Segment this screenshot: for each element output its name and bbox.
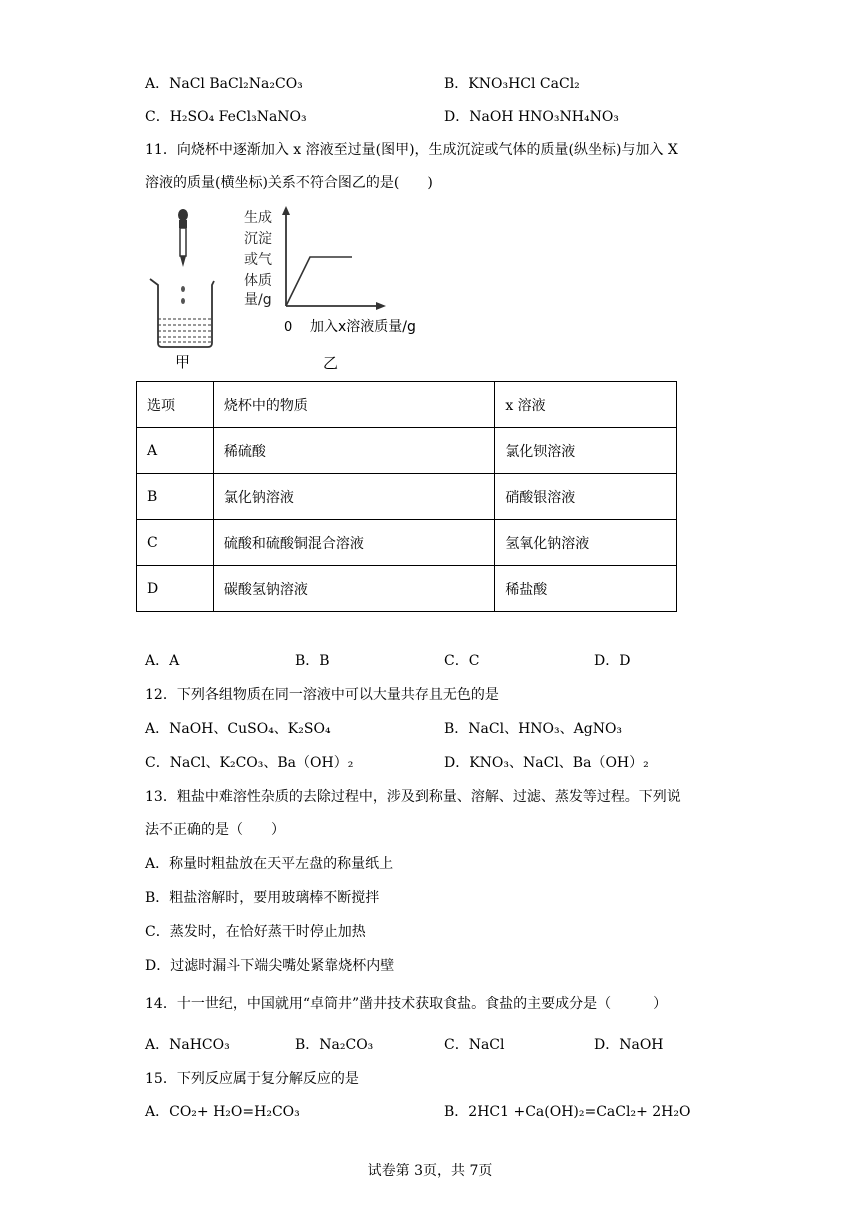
q15-stem: 15．下列反应属于复分解反应的是 [145, 1071, 359, 1087]
q11-stem-line1: 11．向烧杯中逐渐加入 x 溶液至过量(图甲)，生成沉淀或气体的质量(纵坐标)与加入 X [145, 142, 678, 158]
q14-option-c: C．NaCl [444, 1037, 505, 1053]
drop-icon [181, 286, 185, 292]
table-cell: B [137, 474, 214, 520]
figure-caption-right: 乙 [323, 354, 339, 372]
q13-option-b: B．粗盐溶解时，要用玻璃棒不断搅拌 [145, 890, 380, 906]
table-row [137, 474, 677, 520]
q11-option-c: C．C [444, 653, 480, 669]
q15-option-a: A．CO₂+ H₂O=H₂CO₃ [145, 1104, 300, 1120]
table-cell: 硝酸银溶液 [495, 474, 677, 520]
q13-stem-line1: 13．粗盐中难溶性杂质的去除过程中，涉及到称量、溶解、过滤、蒸发等过程。下列说 [145, 789, 681, 805]
q13-option-a: A．称量时粗盐放在天平左盘的称量纸上 [145, 856, 394, 872]
table-cell: D [137, 566, 214, 612]
q15-option-b: B．2HC1 +Ca(OH)₂=CaCl₂+ 2H₂O [444, 1104, 691, 1120]
q12-stem: 12．下列各组物质在同一溶液中可以大量共存且无色的是 [145, 687, 499, 703]
table-row [137, 566, 677, 612]
figure-caption-left: 甲 [175, 353, 191, 371]
table-cell: 氢氧化钠溶液 [495, 520, 677, 566]
table-header-row [137, 382, 677, 428]
table-cell: 氯化钡溶液 [495, 428, 677, 474]
table-cell: 氯化钠溶液 [213, 474, 494, 520]
q13-option-c: C．蒸发时，在恰好蒸干时停止加热 [145, 924, 366, 940]
q12-option-a: A．NaOH、CuSO₄、K₂SO₄ [145, 721, 331, 737]
table-cell: 硫酸和硫酸铜混合溶液 [213, 520, 494, 566]
table-cell: C [137, 520, 214, 566]
graph-x-label: 加入x溶液质量/g [310, 319, 416, 335]
q11-option-a: A．A [145, 653, 180, 669]
q13-stem-line2: 法不正确的是（ ） [145, 822, 285, 838]
q14-stem: 14．十一世纪，中国就用“卓筒井”凿井技术获取食盐。食盐的主要成分是（ ） [145, 996, 668, 1012]
table-cell: 稀硫酸 [213, 428, 494, 474]
q11-options-table [136, 381, 677, 612]
q12-option-c: C．NaCl、K₂CO₃、Ba（OH）₂ [145, 755, 354, 771]
q11-stem-line2: 溶液的质量(横坐标)关系不符合图乙的是( ) [145, 175, 433, 191]
q14-option-a: A．NaHCO₃ [145, 1037, 230, 1053]
table-header-cell: 烧杯中的物质 [213, 382, 494, 428]
dropper-icon [178, 209, 188, 267]
table-cell: 碳酸氢钠溶液 [213, 566, 494, 612]
svg-text:沉淀: 沉淀 [244, 231, 272, 247]
q11-option-d: D．D [594, 653, 631, 669]
q10-option-c: C．H₂SO₄ FeCl₃NaNO₃ [145, 109, 307, 125]
q10-option-d: D．NaOH HNO₃NH₄NO₃ [444, 109, 619, 125]
q10-option-b: B．KNO₃HCl CaCl₂ [444, 76, 580, 92]
q14-option-b: B．Na₂CO₃ [295, 1037, 374, 1053]
q14-option-d: D．NaOH [594, 1037, 664, 1053]
table-cell: A [137, 428, 214, 474]
svg-text:或气: 或气 [244, 252, 272, 268]
graph-y-label [244, 209, 272, 308]
graph-origin-label: 0 [284, 320, 293, 335]
q11-figure [140, 205, 440, 375]
table-header-cell: 选项 [137, 382, 214, 428]
q12-option-d: D．KNO₃、NaCl、Ba（OH）₂ [444, 755, 649, 771]
drop-icon [181, 298, 185, 304]
table-row [137, 520, 677, 566]
graph-axes [282, 206, 386, 310]
q10-option-a: A．NaCl BaCl₂Na₂CO₃ [145, 76, 303, 92]
page-footer: 试卷第 3页，共 7页 [367, 1163, 493, 1179]
table-cell: 稀盐酸 [495, 566, 677, 612]
q11-figure-svg [140, 205, 440, 375]
table-row [137, 428, 677, 474]
table-header-cell: x 溶液 [495, 382, 677, 428]
svg-text:生成: 生成 [244, 210, 272, 226]
q11-option-b: B．B [295, 653, 330, 669]
graph-curve [286, 257, 352, 306]
q13-option-d: D．过滤时漏斗下端尖嘴处紧靠烧杯内壁 [145, 958, 395, 974]
svg-text:体质: 体质 [244, 273, 272, 289]
svg-text:量/g: 量/g [244, 292, 272, 308]
q12-option-b: B．NaCl、HNO₃、AgNO₃ [444, 721, 623, 737]
